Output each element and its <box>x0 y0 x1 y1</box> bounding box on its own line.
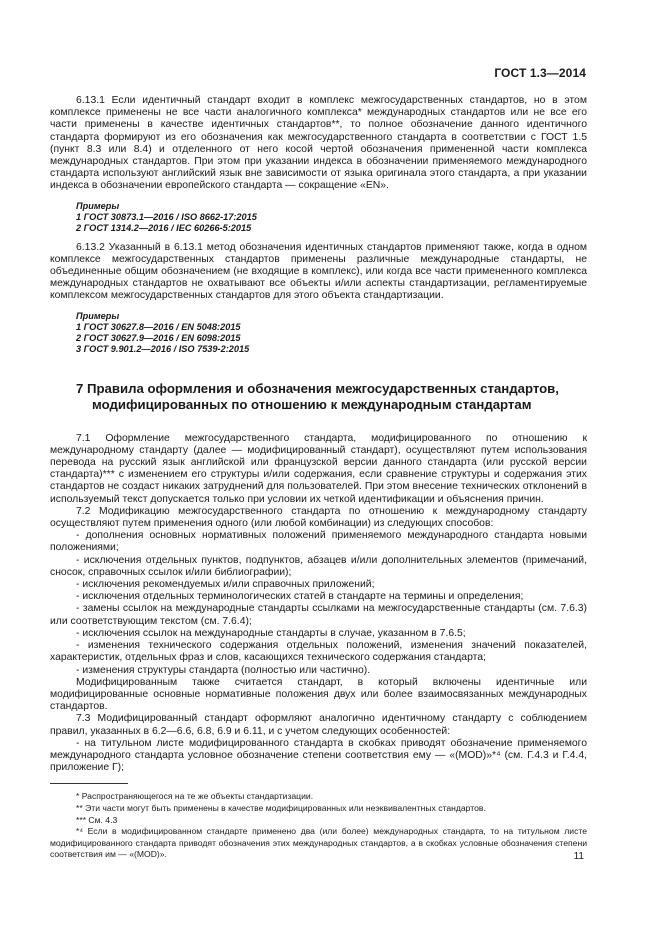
example-item: 2 ГОСТ 1314.2—2016 / IEC 60266-5:2015 <box>76 222 252 233</box>
list-item: - дополнения основных нормативных положений применяемого международного стандарта новыми положениями; <box>50 530 587 554</box>
list-item: - исключения ссылок на международные стандарты в случае, указанном в 7.6.5; <box>76 627 466 639</box>
clause-7-1: 7.1 Оформление межгосударственного стандарта, модифицированного по отношению к международному стандарту (далее — модифицированный стандарт), осуществляют путем использования перевода на русский язык английской или французской версии данного стандарта (или русской версии стандарта)*** с изменением его структуры и/или содержания, если сравнение структуры и содержания этих стандартов не создаст никаких затруднений для пользователей. При этом внесение технических отклонений в используемый текст допускается только при условии их четкой идентификации и объяснения причин. <box>50 432 587 505</box>
list-item: - исключения отдельных пунктов, подпунктов, абзацев и/или дополнительных элементов (примечаний, сносок, справочных ссылок и/или библиографии); <box>50 554 587 578</box>
list-item: - замены ссылок на международные стандарты ссылками на межгосударственные стандарты (см. 7.6.3) или соответствующим текстом (см. 7.6.4); <box>50 603 587 627</box>
clause-7-3: 7.3 Модифицированный стандарт оформляют аналогично идентичному стандарту с соблюдением правил, указанных в 6.2—6.6, 6.8, 6.9 и 6.11, и с учетом следующих особенностей: <box>50 713 587 737</box>
example-item: 3 ГОСТ 9.901.2—2016 / ISO 7539-2:2015 <box>76 343 250 354</box>
section-7-title-line2: модифицированных по отношению к международным стандартам <box>92 396 532 412</box>
clause-7-2: 7.2 Модификацию межгосударственного стандарта по отношению к международному стандарту осуществляют путем применения одного (или любой комбинации) из следующих способов: <box>50 505 587 530</box>
clause-6-13-2: 6.13.2 Указанный в 6.13.1 метод обозначения идентичных стандартов применяют также, когда в одном комплексе межгосударственных стандартов применены различные международные стандарты, не объединенные общим обозначением (не входящие в комплекс), или когда все части примененного комплекса международных стандартов не охватывают все объекты и/или аспекты стандартизации, регламентируемые комплексом межгосударственных стандартов для этого объекта стандартизации. <box>50 241 587 302</box>
example-item: 2 ГОСТ 30627.9—2016 / EN 6098:2015 <box>76 332 241 343</box>
footnote: * Распространяющегося на те же объекты стандартизации. <box>76 791 314 802</box>
footnote-divider <box>50 783 128 784</box>
section-7-title-line1: 7 Правила оформления и обозначения межгосударственных стандартов, <box>76 380 559 396</box>
page-content <box>50 95 587 861</box>
examples-title: Примеры <box>76 200 120 211</box>
list-item: - на титульном листе модифицированного стандарта в скобках приводят обозначение применяемого международного стандарта условное обозначение степени соответствия ему — «(MOD)»*⁴ (см. Г.4.3 и Г.4.4, приложение Г); <box>50 737 587 774</box>
footnote: *⁴ Если в модифицированном стандарте применено два (или более) международных стандарта, то на титульном листе модифицированного стандарта приводят обозначения этих международных стандартов, а в скобках условные обозначения степени соответствия им — «(MOD)». <box>50 826 587 860</box>
list-item: - изменения структуры стандарта (полностью или частично). <box>76 664 371 676</box>
document-code-header: ГОСТ 1.3—2014 <box>494 66 586 80</box>
list-item: - исключения рекомендуемых и/или справочных приложений; <box>76 579 375 591</box>
list-item: - исключения отдельных терминологических статей в стандарте на термины и определения; <box>76 591 524 603</box>
clause-7-2-note: Модифицированным также считается стандарт, в который включены идентичные или модифицированные основные нормативные положения двух или более взаимосвязанных международных стандартов. <box>50 676 587 713</box>
footnote: ** Эти части могут быть применены в качестве модифицированных или неэквивалентных стандартов. <box>76 802 486 813</box>
section-7-heading <box>50 381 587 413</box>
clause-6-13-1: 6.13.1 Если идентичный стандарт входит в комплекс межгосударственных стандартов, но в этом комплексе применены не все части аналогичного комплекса* международных стандартов или не все его части применены в качестве идентичных стандартов**, то полное обозначение данного идентичного стандарта формируют из его обозначения как межгосударственного стандарта в соответствии с ГОСТ 1.5 (пункт 8.3 или 8.4) и отделенного от него косой чертой обозначения примененной части комплекса международных стандартов. При этом при указании индекса в обозначении применяемого международного стандарта используют английский язык вне зависимости от языка оригинала этого стандарта, а при указании индекса в обозначении европейского стандарта — сокращение «EN». <box>50 95 587 192</box>
example-item: 1 ГОСТ 30873.1—2016 / ISO 8662-17:2015 <box>76 211 257 222</box>
footnote: *** См. 4.3 <box>76 814 118 825</box>
examples-title: Примеры <box>76 310 120 321</box>
list-item: - изменения технического содержания отдельных положений, изменения значений показателей, характеристик, отдельных фраз и слов, касающихся технического содержания стандарта; <box>50 640 587 664</box>
example-item: 1 ГОСТ 30627.8—2016 / EN 5048:2015 <box>76 321 241 332</box>
page-number: 11 <box>573 851 584 862</box>
